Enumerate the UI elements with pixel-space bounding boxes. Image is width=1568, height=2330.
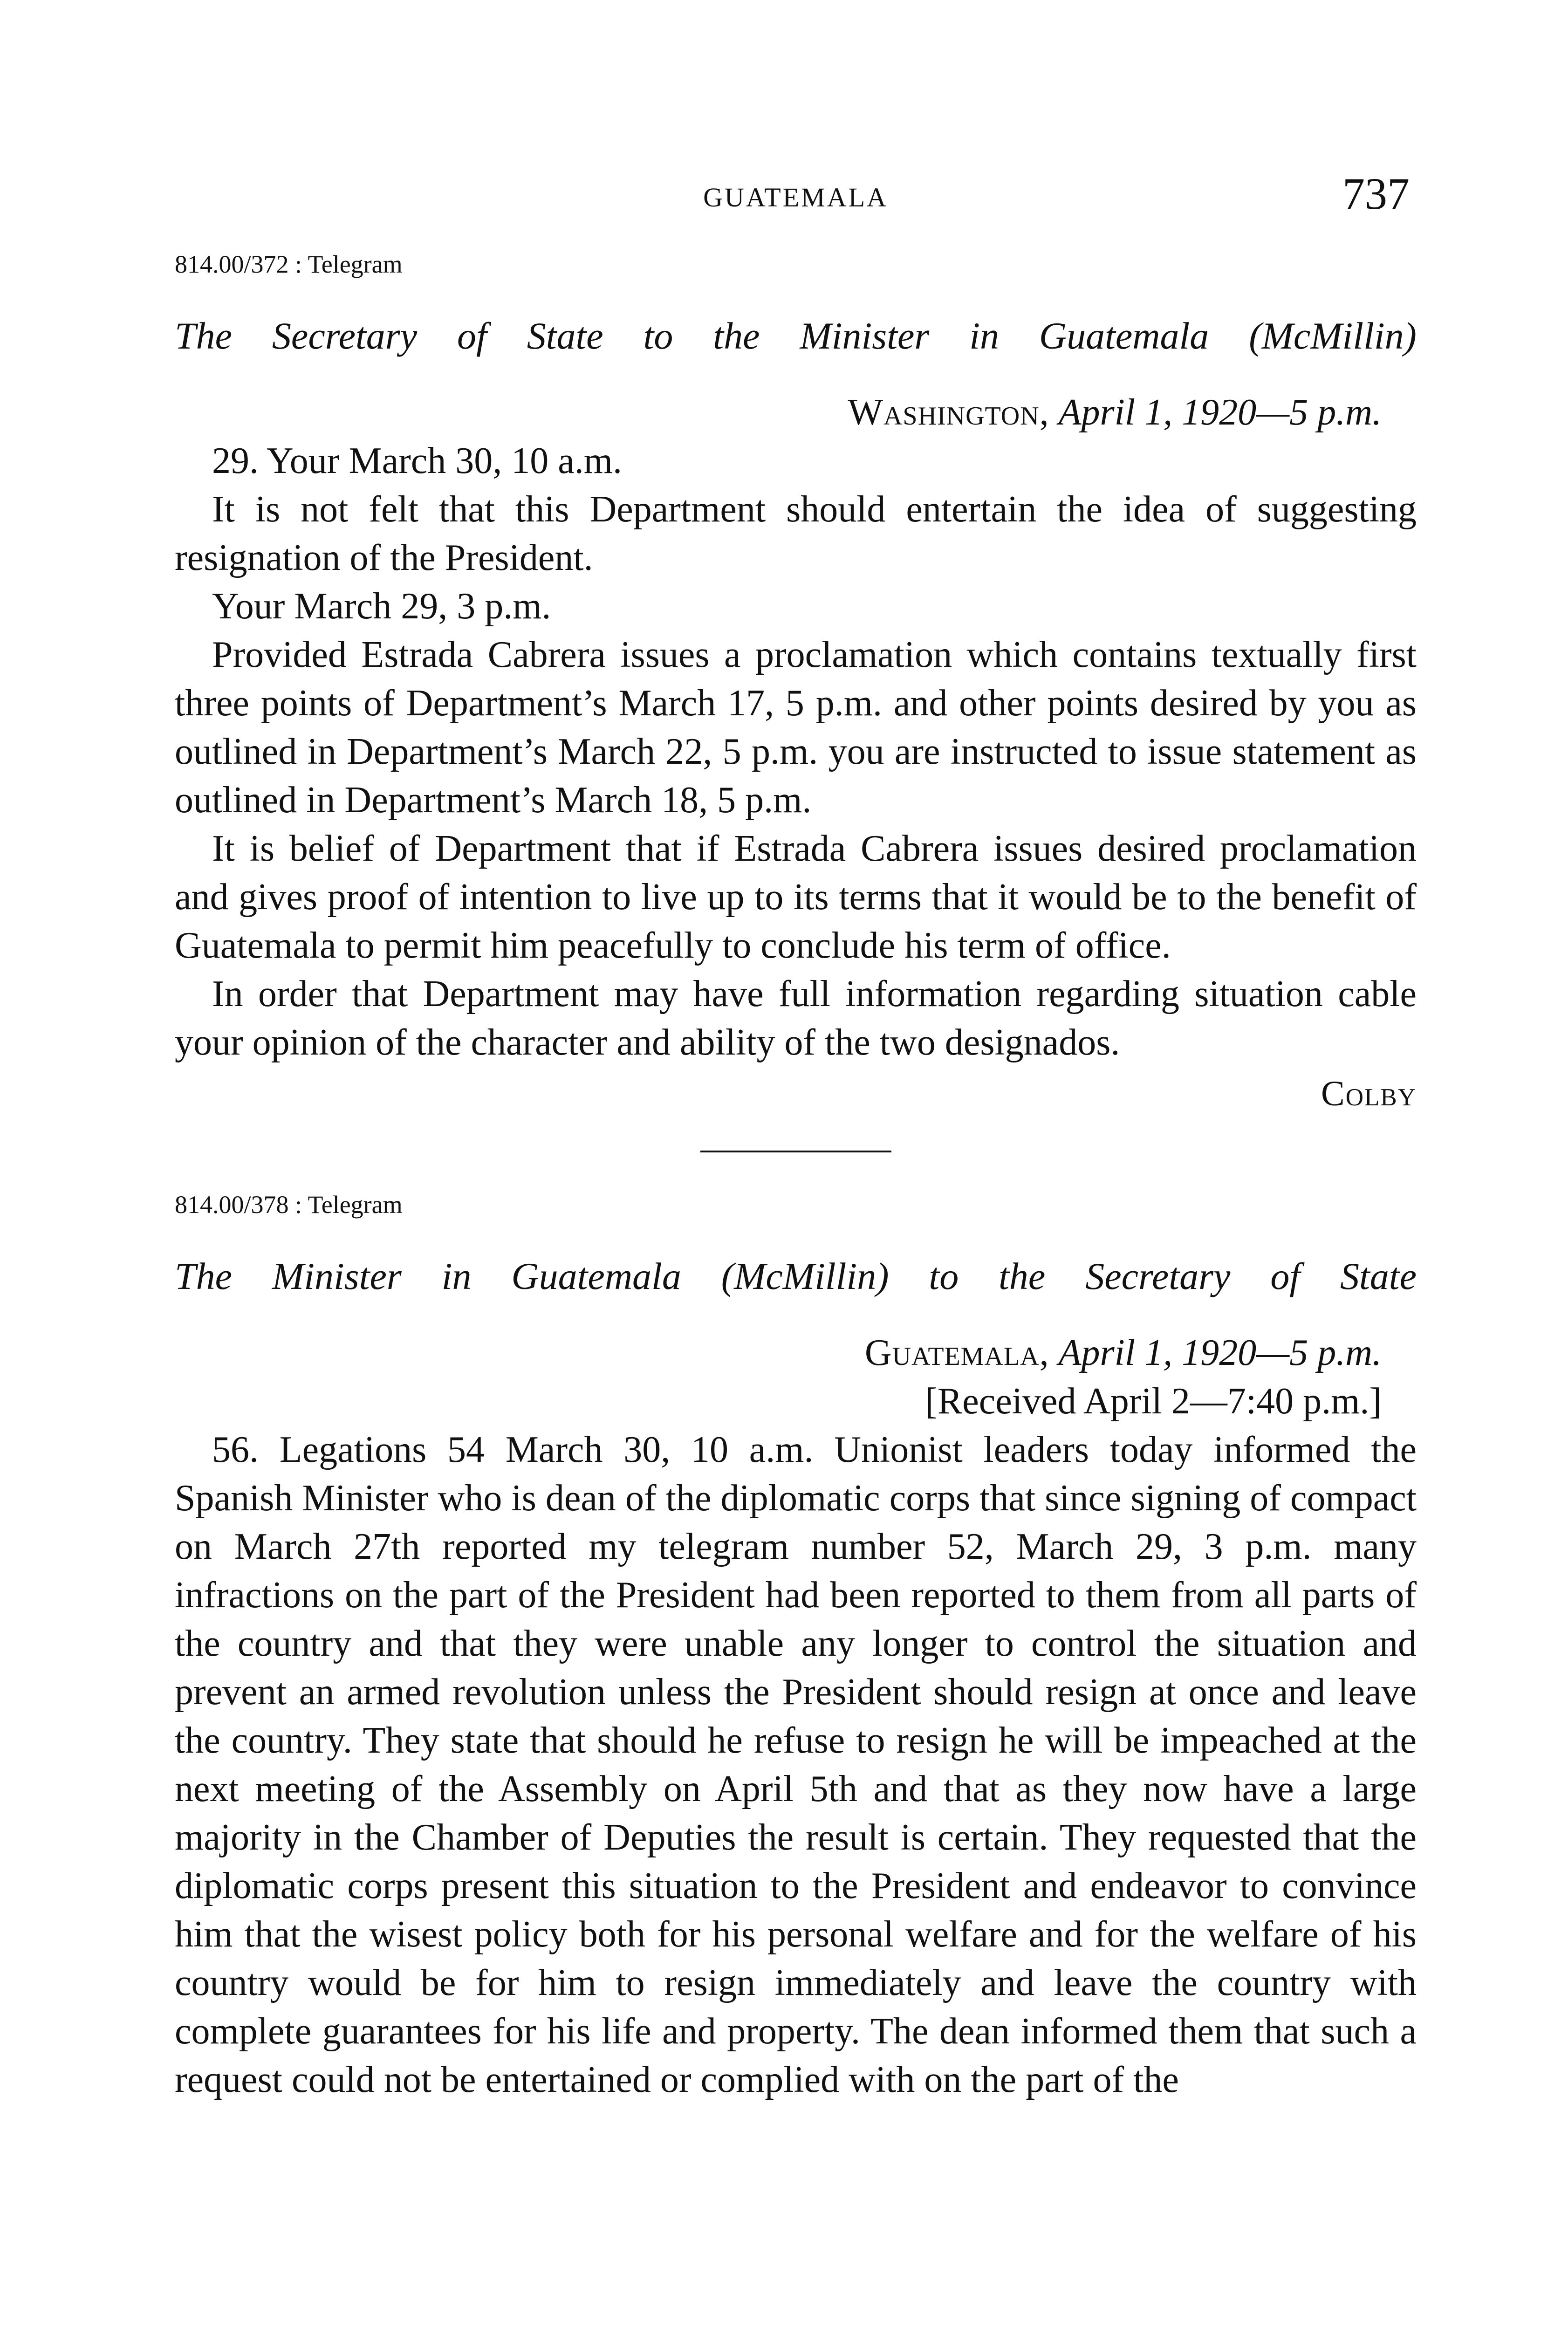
dateline-date: April 1, 1920—5 p.m. bbox=[1058, 1332, 1382, 1373]
running-head: GUATEMALA bbox=[703, 182, 888, 212]
paragraph: Provided Estrada Cabrera issues a proclamation which contains textually first three points of Department’s March 17, 5 p.m. and other points desired by you as outlined in Department’s March 22, 5 p.m. you are instructed to issue statement as outlined in Department’s March 18, 5 p.m. bbox=[175, 634, 1417, 821]
dateline-date: April 1, 1920—5 p.m. bbox=[1058, 392, 1382, 433]
document-title: The Secretary of State to the Minister in Guatemala (McMillin) bbox=[175, 315, 1417, 357]
page-number: 737 bbox=[1342, 169, 1410, 219]
document-file-number: 814.00/372 : Telegram bbox=[175, 250, 403, 278]
page-header bbox=[175, 169, 1417, 224]
paragraph: 56. Legations 54 March 30, 10 a.m. Unionist leaders today informed the Spanish Minister who is dean of the diplomatic corps that since signing of compact on March 27th reported my telegram number 52, March 29, 3 p.m. many infractions on the part of the President had been reported to them from all parts of the country and that they were unable any longer to control the situation and prevent an armed revolution unless the President should resign at once and leave the country. They state that should he refuse to resign he will be impeached at the next meeting of the Assembly on April 5th and that as they now have a large majority in the Chamber of Deputies the result is certain. They requested that the diplomatic corps present this situation to the President and endeavor to convince him that the wisest policy both for his personal welfare and for the welfare of his country would be for him to resign immediately and leave the country with complete guarantees for his life and property. The dean informed them that such a request could not be entertained or complied with on the part of the bbox=[175, 1429, 1417, 2100]
document-title: The Minister in Guatemala (McMillin) to the Secretary of State bbox=[175, 1255, 1417, 1297]
paragraph: 29. Your March 30, 10 a.m. bbox=[212, 440, 622, 481]
dateline-place: Guatemala, bbox=[864, 1332, 1049, 1373]
section-divider bbox=[700, 1151, 891, 1152]
paragraph: It is belief of Department that if Estrada Cabrera issues desired proclamation and gives proof of intention to live up to its terms that it would be to the benefit of Guatemala to permit him peacefully to conclude his term of office. bbox=[175, 828, 1417, 966]
telegram-2 bbox=[175, 1190, 1417, 2104]
dateline bbox=[175, 388, 1382, 437]
paragraph: Your March 29, 3 p.m. bbox=[212, 586, 551, 627]
telegram-1 bbox=[175, 249, 1417, 1118]
paragraph: In order that Department may have full information regarding situation cable your opinion of the character and ability of the two designados. bbox=[175, 973, 1417, 1063]
dateline bbox=[175, 1329, 1382, 1377]
page-body bbox=[175, 249, 1417, 2104]
signature: Colby bbox=[1321, 1074, 1417, 1113]
document-file-number: 814.00/378 : Telegram bbox=[175, 1191, 403, 1219]
received-note: [Received April 2—7:40 p.m.] bbox=[925, 1381, 1382, 1422]
dateline-place: Washington, bbox=[848, 392, 1049, 433]
paragraph: It is not felt that this Department should entertain the idea of suggesting resignation of the President. bbox=[175, 489, 1417, 578]
